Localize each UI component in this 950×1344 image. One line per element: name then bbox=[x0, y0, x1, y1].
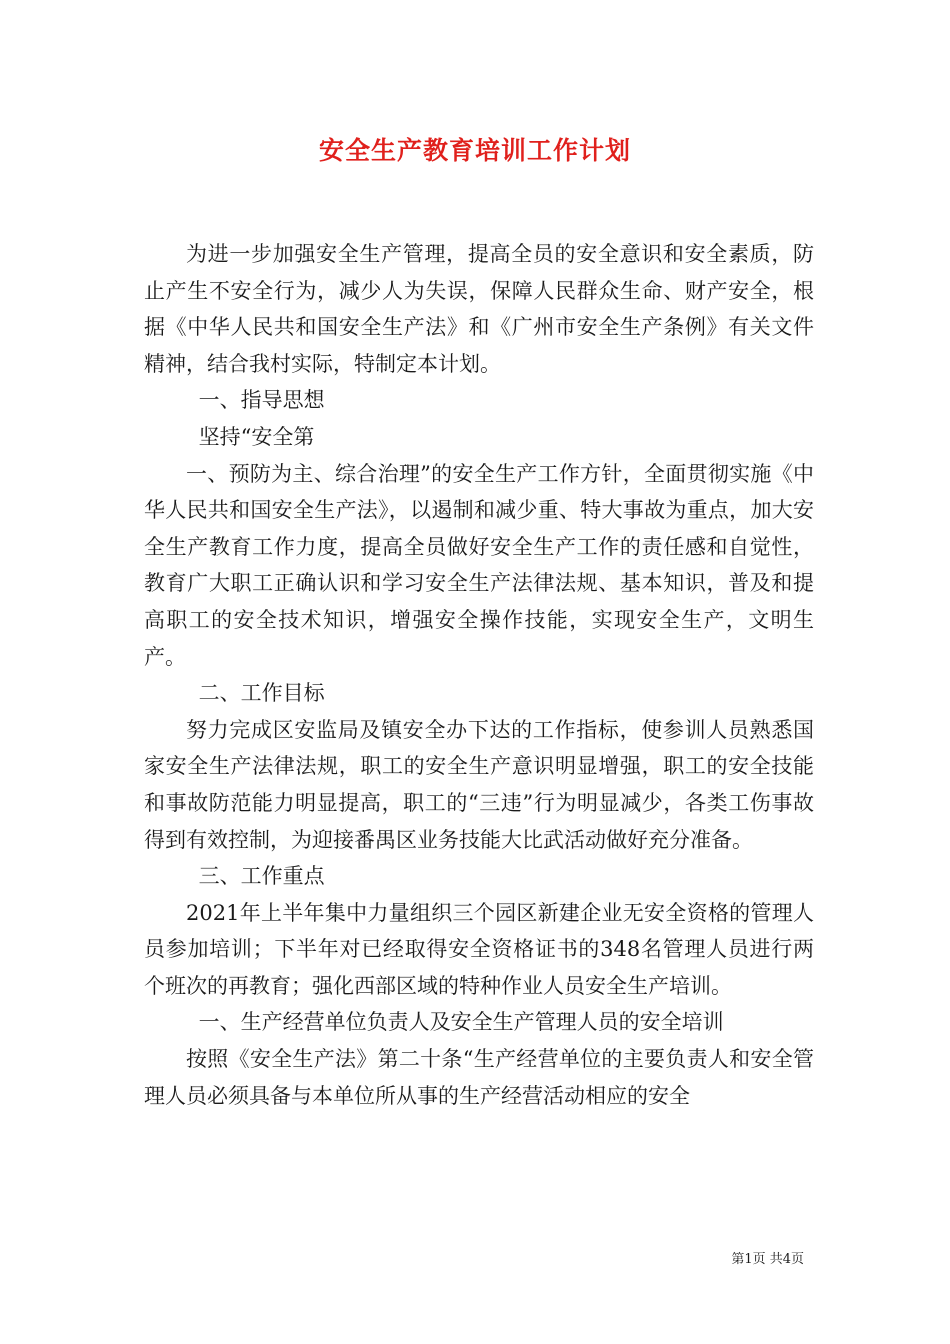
document-body bbox=[144, 236, 814, 1114]
paragraph-manager-training: 按照《安全生产法》第二十条“生产经营单位的主要负责人和安全管理人员必须具备与本单位所从事的生产经营活动相应的安全 bbox=[144, 1047, 814, 1108]
paragraph-work-focus: 2021年上半年集中力量组织三个园区新建企业无安全资格的管理人员参加培训；下半年对已经取得安全资格证书的348名管理人员进行两个班次的再教育；强化西部区域的特种作业人员安全生产培训。 bbox=[144, 900, 814, 998]
paragraph-work-goals: 努力完成区安监局及镇安全办下达的工作指标，使参训人员熟悉国家安全生产法律法规，职工的安全生产意识明显增强，职工的安全技能和事故防范能力明显提高，职工的“三违”行为明显减少，各类工伤事故得到有效控制，为迎接番禺区业务技能大比武活动做好充分准备。 bbox=[144, 717, 814, 852]
paragraph-guiding-thought: 一、预防为主、综合治理”的安全生产工作方针，全面贯彻实施《中华人民共和国安全生产法》，以遏制和减少重、特大事故为重点，加大安全生产教育工作力度，提高全员做好安全生产工作的责任感和自觉性，教育广大职工正确认识和学习安全生产法律法规、基本知识，普及和提高职工的安全技术知识，增强安全操作技能，实现安全生产，文明生产。 bbox=[144, 461, 814, 669]
paragraph-fragment: 坚持“安全第 bbox=[198, 424, 315, 449]
section-heading-manager-training: 一、生产经营单位负责人及安全生产管理人员的安全培训 bbox=[198, 1010, 724, 1035]
section-heading-work-goals: 二、工作目标 bbox=[198, 681, 325, 706]
section-heading-guiding-thought: 一、指导思想 bbox=[198, 388, 325, 413]
page-number: 第1页 共4页 bbox=[731, 1252, 804, 1267]
paragraph-intro: 为进一步加强安全生产管理，提高全员的安全意识和安全素质，防止产生不安全行为，减少人为失误，保障人民群众生命、财产安全，根据《中华人民共和国安全生产法》和《广州市安全生产条例》有关文件精神，结合我村实际，特制定本计划。 bbox=[144, 242, 814, 376]
section-heading-work-focus: 三、工作重点 bbox=[198, 864, 325, 889]
document-title: 安全生产教育培训工作计划 bbox=[318, 136, 631, 165]
